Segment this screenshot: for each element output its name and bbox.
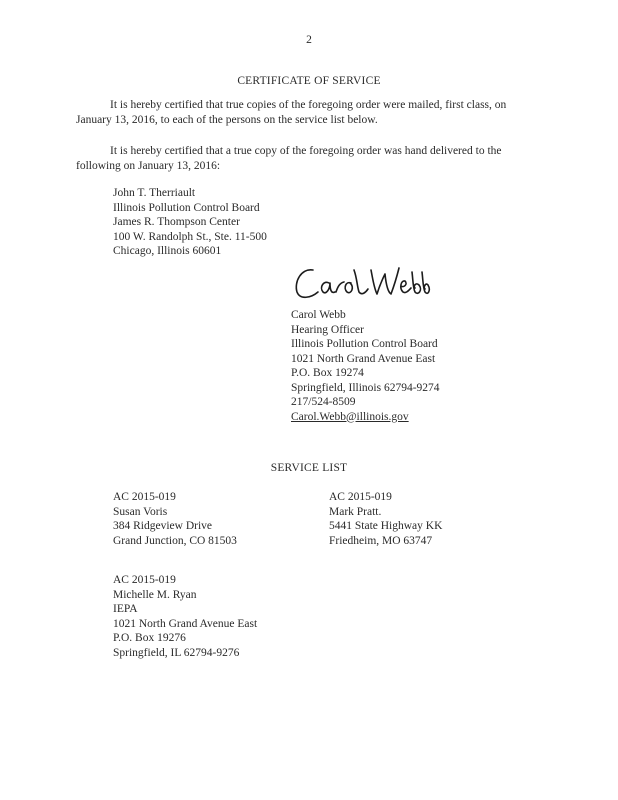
- case-number: AC 2015-019: [113, 491, 176, 503]
- address-line: Friedheim, MO 63747: [329, 534, 433, 547]
- document-title: CERTIFICATE OF SERVICE: [237, 75, 381, 87]
- address-line: 100 W. Randolph St., Ste. 11-500: [113, 230, 267, 243]
- service-list-entry: [113, 490, 237, 548]
- recipient-name: Susan Voris: [113, 505, 168, 518]
- signer-block: [291, 308, 440, 424]
- handwritten-signature: [291, 262, 431, 302]
- paragraph-text: It is hereby certified that true copies of the foregoing order were mailed, first class, on January 13, 2016, to each of the persons on the service list below.: [76, 99, 507, 126]
- signer-name: Carol Webb: [291, 309, 346, 321]
- address-line: 5441 State Highway KK: [329, 520, 443, 532]
- address-line: Chicago, Illinois 60601: [113, 245, 222, 257]
- address-line: P.O. Box 19274: [291, 367, 364, 379]
- address-line: Springfield, IL 62794-9276: [113, 646, 240, 659]
- address-line: 1021 North Grand Avenue East: [291, 352, 436, 365]
- service-list-entry: [329, 490, 442, 548]
- address-line: Grand Junction, CO 81503: [113, 534, 237, 547]
- address-line: John T. Therriault: [113, 187, 196, 199]
- case-number: AC 2015-019: [113, 574, 176, 586]
- case-number: AC 2015-019: [329, 491, 392, 503]
- certification-paragraph-mailed: [76, 98, 544, 128]
- service-list-title: SERVICE LIST: [270, 462, 348, 474]
- address-line: James R. Thompson Center: [113, 216, 240, 228]
- certification-paragraph-hand-delivered: [76, 144, 544, 174]
- paragraph-text: It is hereby certified that a true copy of the foregoing order was hand delivered to the following on January 13, 2016:: [76, 145, 502, 172]
- signer-phone: 217/524-8509: [291, 396, 356, 408]
- recipient-organization: IEPA: [113, 603, 138, 615]
- signer-email-link[interactable]: Carol.Webb@illinois.gov: [291, 410, 409, 423]
- recipient-name: Michelle M. Ryan: [113, 588, 197, 601]
- address-line: Illinois Pollution Control Board: [113, 201, 260, 214]
- address-line: P.O. Box 19276: [113, 632, 186, 644]
- signer-organization: Illinois Pollution Control Board: [291, 338, 438, 350]
- service-list-entry: [113, 573, 257, 660]
- address-line: 1021 North Grand Avenue East: [113, 617, 258, 630]
- address-line: Springfield, Illinois 62794-9274: [291, 381, 440, 394]
- address-line: 384 Ridgeview Drive: [113, 520, 213, 532]
- signer-title: Hearing Officer: [291, 323, 364, 336]
- recipient-name: Mark Pratt.: [329, 505, 382, 518]
- hand-delivered-recipient-block: [113, 186, 267, 259]
- page-number: 2: [306, 34, 312, 46]
